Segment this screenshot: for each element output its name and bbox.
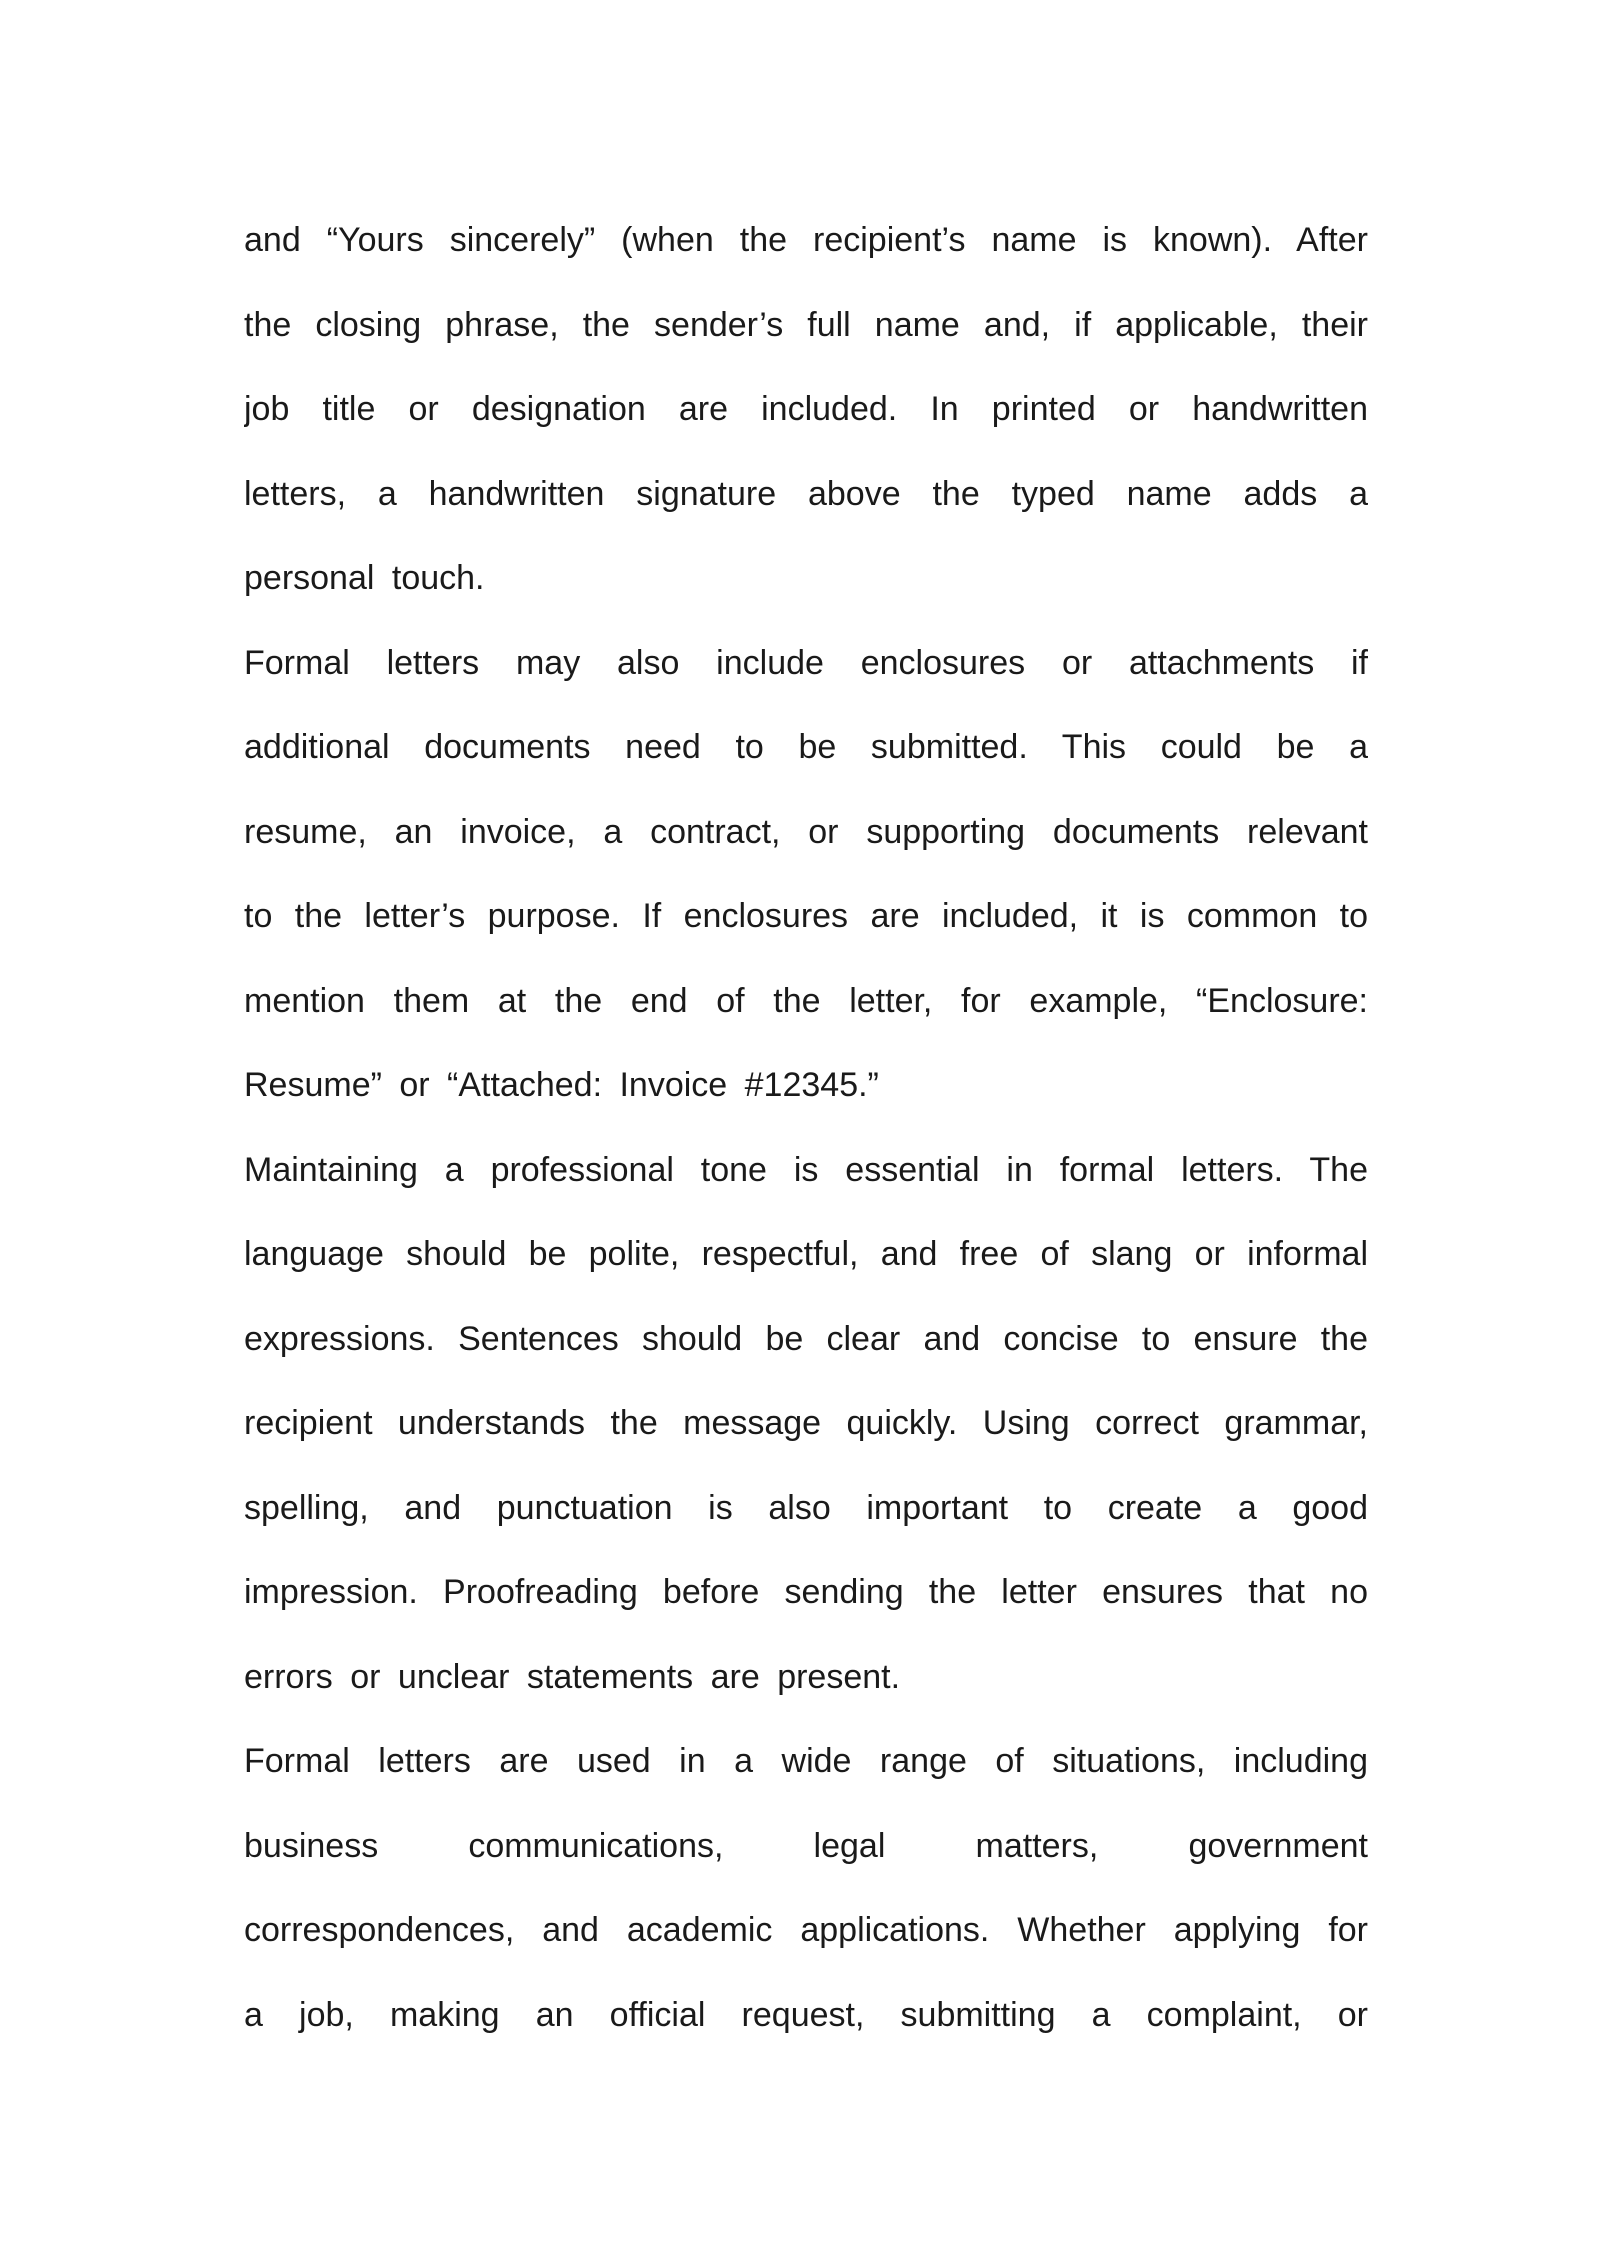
text-line: to the letter’s purpose. If enclosures are included, it is common to — [244, 897, 1368, 935]
text-line: Formal letters are used in a wide range of situations, including — [244, 1742, 1368, 1780]
text-line: resume, an invoice, a contract, or supporting documents relevant — [244, 812, 1368, 851]
text-line: correspondences, and academic applications. Whether applying for — [244, 1911, 1368, 1949]
text-line: errors or unclear statements are present. — [244, 1657, 901, 1696]
text-line: a job, making an official request, submitting a complaint, or — [244, 1995, 1368, 2034]
text-line: recipient understands the message quickly. Using correct grammar, — [244, 1404, 1368, 1442]
text-line: Maintaining a professional tone is essential in formal letters. The — [244, 1150, 1368, 1189]
text-line: and “Yours sincerely” (when the recipient’s name is known). After — [244, 221, 1368, 259]
text-line: spelling, and punctuation is also important to create a good — [244, 1488, 1368, 1527]
text-line: Formal letters may also include enclosures or attachments if — [244, 643, 1368, 682]
body-text — [244, 198, 1368, 2057]
paragraph-professional-tone — [244, 1128, 1368, 1720]
text-line: additional documents need to be submitted. This could be a — [244, 728, 1368, 766]
text-line: the closing phrase, the sender’s full name and, if applicable, their — [244, 305, 1368, 344]
text-line: impression. Proofreading before sending the letter ensures that no — [244, 1573, 1368, 1611]
paragraph-usage-situations — [244, 1719, 1368, 2057]
text-line: letters, a handwritten signature above the typed name adds a — [244, 474, 1368, 513]
text-line: expressions. Sentences should be clear and concise to ensure the — [244, 1319, 1368, 1358]
text-line: business communications, legal matters, government — [244, 1826, 1368, 1865]
text-line: personal touch. — [244, 559, 485, 597]
text-line: language should be polite, respectful, and free of slang or informal — [244, 1235, 1368, 1273]
text-line: Resume” or “Attached: Invoice #12345.” — [244, 1066, 879, 1104]
paragraph-enclosures — [244, 621, 1368, 1128]
paragraph-closing-signature — [244, 198, 1368, 621]
text-line: mention them at the end of the letter, for example, “Enclosure: — [244, 981, 1368, 1020]
text-line: job title or designation are included. In printed or handwritten — [244, 390, 1368, 428]
